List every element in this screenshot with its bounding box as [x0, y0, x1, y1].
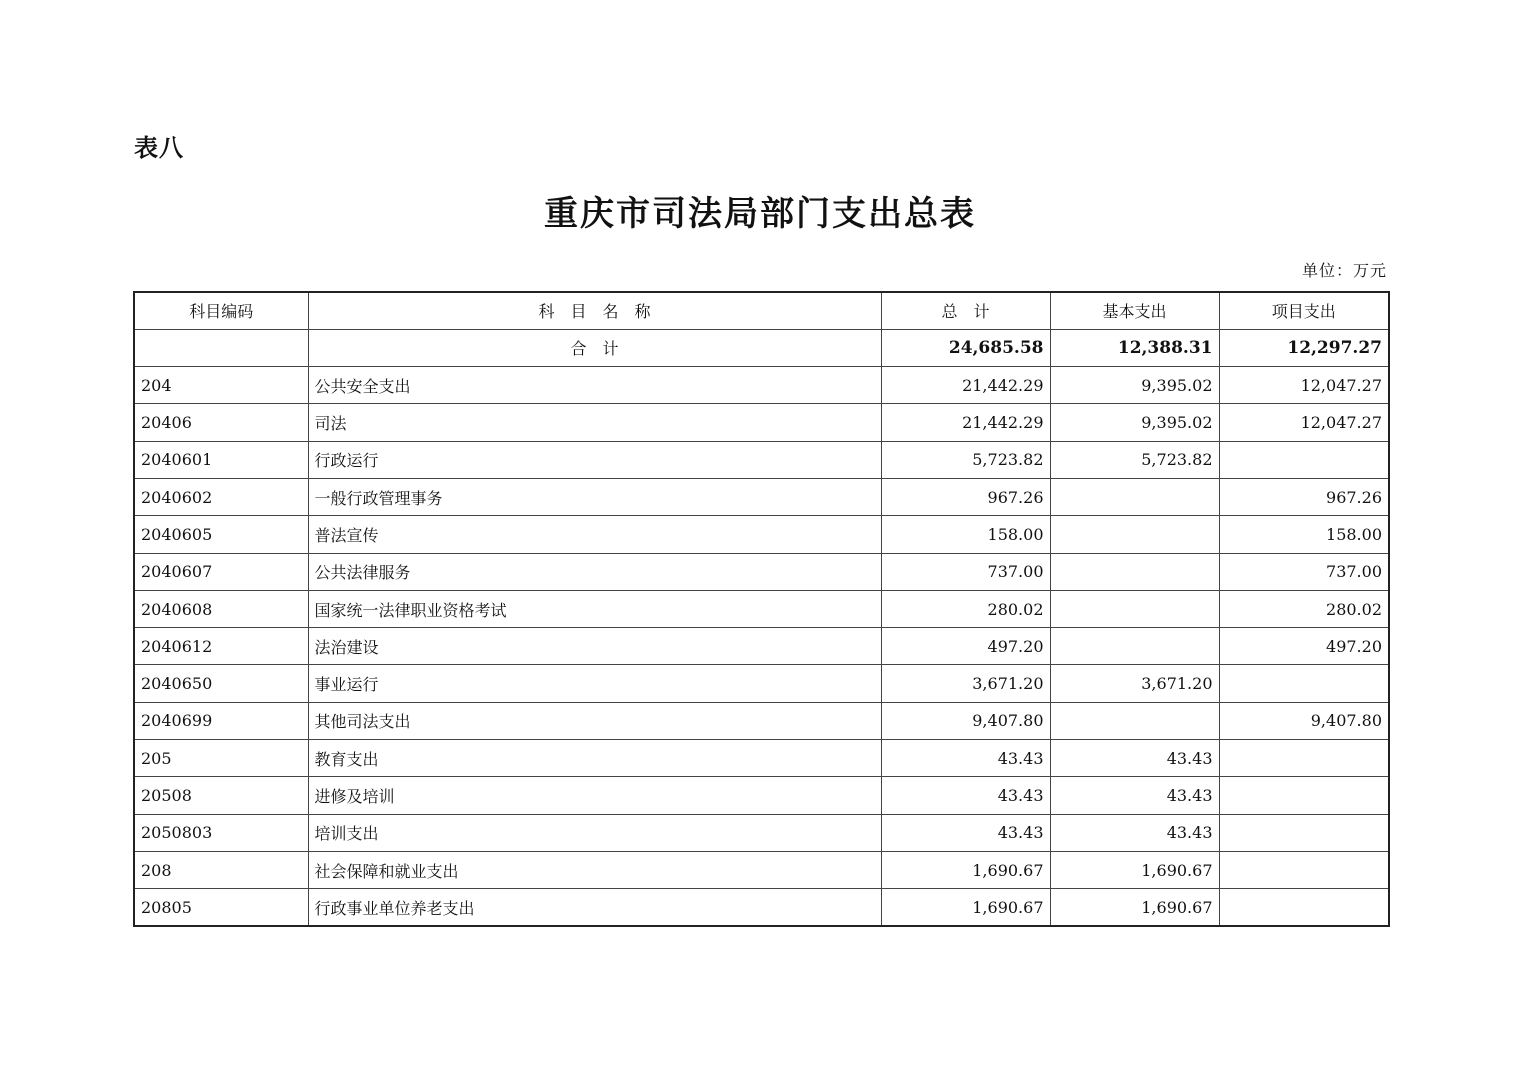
row-total: 43.43 [881, 740, 1050, 777]
row-project [1219, 665, 1389, 702]
table-row [134, 665, 1389, 702]
table-row [134, 441, 1389, 478]
row-project: 497.20 [1219, 628, 1389, 665]
table-row [134, 516, 1389, 553]
row-project: 967.26 [1219, 478, 1389, 515]
row-basic [1050, 478, 1219, 515]
row-total: 43.43 [881, 777, 1050, 814]
header-row [134, 292, 1389, 329]
table-row [134, 628, 1389, 665]
table-row [134, 478, 1389, 515]
row-total: 967.26 [881, 478, 1050, 515]
expense-table [133, 291, 1390, 927]
row-total: 9,407.80 [881, 702, 1050, 739]
row-name: 进修及培训 [308, 777, 881, 814]
row-total: 5,723.82 [881, 441, 1050, 478]
row-total: 737.00 [881, 553, 1050, 590]
row-name: 行政运行 [308, 441, 881, 478]
row-total: 3,671.20 [881, 665, 1050, 702]
row-name: 社会保障和就业支出 [308, 851, 881, 888]
column-header-basic: 基本支出 [1050, 292, 1219, 329]
row-project: 12,047.27 [1219, 367, 1389, 404]
table-number-label: 表八 [134, 134, 184, 162]
column-header-code: 科目编码 [134, 292, 308, 329]
row-code: 2040607 [134, 553, 308, 590]
row-name: 法治建设 [308, 628, 881, 665]
row-basic: 43.43 [1050, 777, 1219, 814]
table-row [134, 553, 1389, 590]
row-name: 国家统一法律职业资格考试 [308, 590, 881, 627]
row-name: 普法宣传 [308, 516, 881, 553]
row-basic: 43.43 [1050, 814, 1219, 851]
row-total: 21,442.29 [881, 367, 1050, 404]
total-basic: 12,388.31 [1050, 329, 1219, 366]
row-name: 公共安全支出 [308, 367, 881, 404]
row-basic: 5,723.82 [1050, 441, 1219, 478]
row-code: 20508 [134, 777, 308, 814]
row-total: 21,442.29 [881, 404, 1050, 441]
row-code: 2040650 [134, 665, 308, 702]
row-code: 20406 [134, 404, 308, 441]
table-row [134, 889, 1389, 926]
row-code: 20805 [134, 889, 308, 926]
table-row [134, 702, 1389, 739]
row-project: 9,407.80 [1219, 702, 1389, 739]
total-sum: 24,685.58 [881, 329, 1050, 366]
row-project [1219, 889, 1389, 926]
row-name: 其他司法支出 [308, 702, 881, 739]
row-project [1219, 740, 1389, 777]
table-row [134, 590, 1389, 627]
row-name: 事业运行 [308, 665, 881, 702]
row-total: 1,690.67 [881, 851, 1050, 888]
total-row [134, 329, 1389, 366]
row-project: 12,047.27 [1219, 404, 1389, 441]
row-total: 1,690.67 [881, 889, 1050, 926]
row-name: 司法 [308, 404, 881, 441]
row-project: 158.00 [1219, 516, 1389, 553]
row-total: 158.00 [881, 516, 1050, 553]
row-basic [1050, 628, 1219, 665]
row-project [1219, 851, 1389, 888]
total-project: 12,297.27 [1219, 329, 1389, 366]
row-total: 497.20 [881, 628, 1050, 665]
row-total: 280.02 [881, 590, 1050, 627]
row-code: 2040602 [134, 478, 308, 515]
row-basic: 9,395.02 [1050, 367, 1219, 404]
row-basic: 9,395.02 [1050, 404, 1219, 441]
row-basic: 3,671.20 [1050, 665, 1219, 702]
row-code: 2040699 [134, 702, 308, 739]
row-project [1219, 441, 1389, 478]
row-code: 2040608 [134, 590, 308, 627]
row-basic: 1,690.67 [1050, 851, 1219, 888]
unit-label: 单位：万元 [1301, 261, 1387, 280]
table-row [134, 777, 1389, 814]
row-code: 204 [134, 367, 308, 404]
row-code: 2040605 [134, 516, 308, 553]
document-title: 重庆市司法局部门支出总表 [544, 194, 976, 234]
row-project [1219, 777, 1389, 814]
row-project: 280.02 [1219, 590, 1389, 627]
row-code: 205 [134, 740, 308, 777]
row-code: 208 [134, 851, 308, 888]
row-basic [1050, 590, 1219, 627]
row-basic: 43.43 [1050, 740, 1219, 777]
column-header-total: 总 计 [881, 292, 1050, 329]
row-total: 43.43 [881, 814, 1050, 851]
row-name: 公共法律服务 [308, 553, 881, 590]
row-name: 一般行政管理事务 [308, 478, 881, 515]
row-code: 2040612 [134, 628, 308, 665]
column-header-name: 科 目 名 称 [308, 292, 881, 329]
row-code: 2050803 [134, 814, 308, 851]
row-name: 教育支出 [308, 740, 881, 777]
row-name: 培训支出 [308, 814, 881, 851]
table-row [134, 851, 1389, 888]
table-row [134, 814, 1389, 851]
total-code-cell [134, 329, 308, 366]
row-project: 737.00 [1219, 553, 1389, 590]
row-basic [1050, 702, 1219, 739]
table-row [134, 367, 1389, 404]
row-code: 2040601 [134, 441, 308, 478]
row-name: 行政事业单位养老支出 [308, 889, 881, 926]
total-label: 合 计 [308, 329, 881, 366]
row-basic [1050, 516, 1219, 553]
table-row [134, 740, 1389, 777]
row-basic: 1,690.67 [1050, 889, 1219, 926]
row-project [1219, 814, 1389, 851]
column-header-project: 项目支出 [1219, 292, 1389, 329]
row-basic [1050, 553, 1219, 590]
table-row [134, 404, 1389, 441]
